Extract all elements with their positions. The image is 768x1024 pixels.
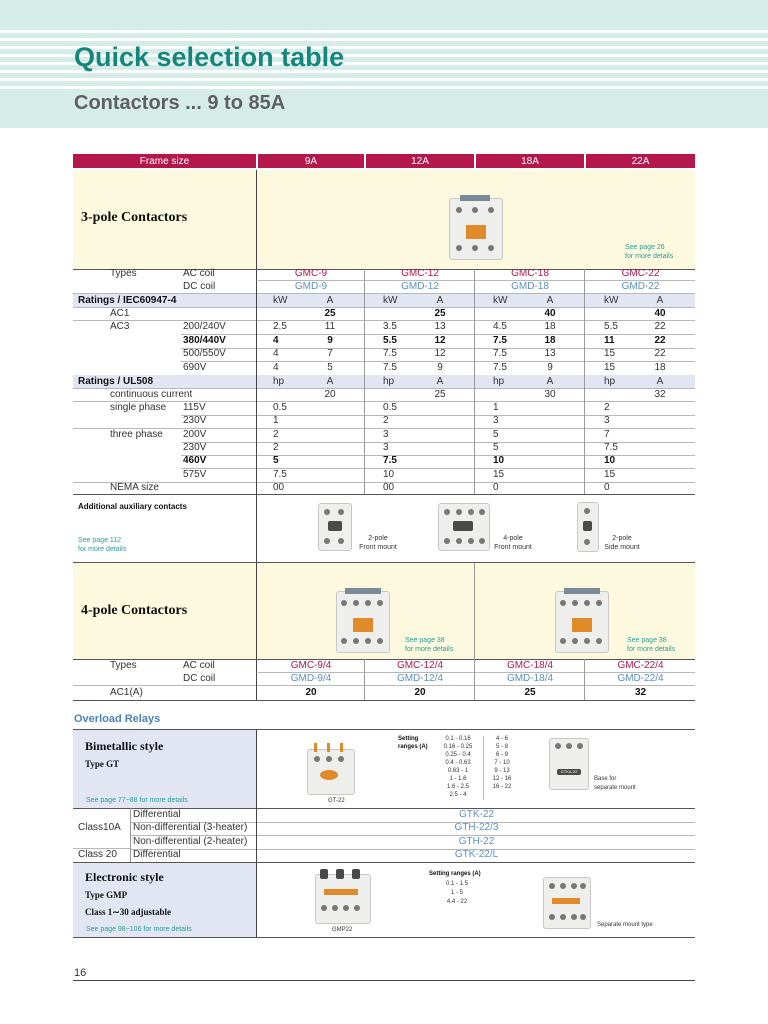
ac1-value: 25 [434, 308, 446, 319]
ac1-value: 40 [544, 308, 556, 319]
ac3-voltage: 200/240V [183, 321, 226, 332]
four-pole-ac-model-9: GMC-9/4 [290, 660, 332, 671]
class-desc: Non-differential (2-heater) [133, 835, 248, 847]
electronic-see-page: See page 98~106 for more details [86, 926, 192, 933]
ac-coil-label: AC coil [183, 268, 215, 279]
bimetallic-see-page: See page 77~88 for more details [86, 797, 188, 804]
ul-a-unit: A [326, 376, 334, 387]
dc-model-12: GMD-12 [401, 281, 439, 292]
hp-value: 0.5 [273, 402, 287, 413]
iec-kw-unit: kW [604, 295, 619, 306]
page-subtitle: Contactors ... 9 to 85A [74, 92, 286, 114]
ac3-kw-value: 7.5 [493, 348, 507, 359]
gt22-label: GT-22 [328, 798, 345, 804]
four-pole-ac-model-12: GMC-12/4 [396, 660, 444, 671]
four-pole-see-page-right-2: for more details [627, 646, 676, 653]
iec-kw-unit: kW [493, 295, 508, 306]
hp-value: 7.5 [273, 468, 287, 480]
continuous-value: 32 [654, 389, 666, 400]
page-number: 16 [74, 967, 87, 979]
class-model: GTK-22 [458, 809, 494, 820]
hp-value: 2 [383, 415, 389, 427]
hp-value: 2 [273, 428, 279, 440]
ac3-label: AC3 [110, 321, 130, 332]
ac3-kw-value: 5.5 [604, 321, 618, 332]
four-pole-types-label: Types [110, 660, 137, 671]
ac3-voltage: 380/440V [183, 334, 226, 346]
separate-mount-type-image [543, 877, 591, 929]
four-pole-dc-model-22: GMD-22/4 [617, 673, 664, 684]
hp-value: 10 [604, 455, 616, 467]
class-model: GTH-22 [458, 835, 495, 847]
hp-voltage: 200V [183, 428, 207, 440]
col-header-18a: 18A [476, 154, 584, 168]
setting-range: 1 - 1.6 [449, 776, 467, 782]
bimetallic-setting-label-2: ranges (A) [398, 744, 428, 750]
ac3-kw-value: 11 [604, 334, 615, 346]
hp-value: 15 [604, 468, 616, 480]
gmp22-relay-image [315, 874, 371, 924]
base-separate-mount-image [549, 738, 589, 790]
three-pole-contactor-image [449, 198, 503, 260]
ac3-kw-value: 3.5 [383, 321, 397, 332]
hp-value: 0.5 [383, 402, 397, 413]
ac3-a-value: 11 [324, 321, 336, 332]
hp-value: 7.5 [383, 455, 397, 467]
setting-range: 6 - 9 [495, 752, 508, 758]
four-pole-ac-model-22: GMC-22/4 [617, 660, 664, 671]
ac3-kw-value: 7.5 [493, 361, 507, 373]
col-header-12a: 12A [366, 154, 474, 168]
ac3-kw-value: 7.5 [383, 361, 397, 373]
hp-voltage: 115V [183, 402, 206, 413]
hp-value: 5 [273, 455, 279, 467]
four-pole-contactor-image-left [336, 591, 390, 653]
base-tag: GTKA-22 [557, 769, 581, 775]
ac3-kw-value: 15 [604, 348, 616, 359]
class-model: GTH-22/3 [454, 822, 499, 834]
bimetallic-type: Type GT [85, 759, 120, 769]
ac3-kw-value: 4 [273, 348, 279, 359]
class-label: Class10A [78, 822, 121, 834]
ac3-a-value: 9 [437, 361, 443, 373]
ac3-a-value: 18 [544, 334, 556, 346]
ac3-a-value: 18 [654, 361, 666, 373]
dc-model-9: GMD-9 [294, 281, 328, 292]
setting-range: 5 - 8 [495, 744, 508, 750]
ac3-a-value: 12 [434, 348, 446, 359]
three-pole-title: 3-pole Contactors [81, 210, 188, 225]
four-pole-dc-coil-label: DC coil [183, 673, 216, 684]
hp-value: 1 [273, 415, 279, 427]
hp-value: 2 [273, 441, 279, 453]
setting-range: 1.6 - 2.5 [446, 784, 469, 790]
aux-item-3-line2: Side mount [604, 544, 640, 551]
electronic-setting-label: Setting ranges (A) [429, 871, 481, 877]
continuous-value: 30 [544, 389, 556, 400]
three-phase-label: three phase [110, 429, 163, 440]
ac3-a-value: 22 [654, 334, 666, 346]
hp-value: 3 [383, 441, 389, 453]
ac3-kw-value: 7.5 [493, 334, 507, 346]
ac3-a-value: 7 [327, 348, 333, 359]
separate-mount-label: Separate mount type [597, 922, 653, 928]
four-pole-contactor-image-right [555, 591, 609, 653]
iec-a-unit: A [656, 295, 664, 306]
aux-item-2-line1: 4-pole [503, 535, 523, 542]
setting-range: 0.4 - 0.63 [445, 760, 471, 766]
ul-hp-unit: hp [273, 376, 285, 387]
electronic-class: Class 1∼30 adjustable [85, 907, 172, 917]
ac3-a-value: 9 [547, 361, 553, 373]
col-header-9a: 9A [258, 154, 364, 168]
overload-relays-heading: Overload Relays [74, 713, 161, 725]
ac1a-18: 25 [524, 687, 536, 698]
ul-hp-unit: hp [604, 376, 616, 387]
ac3-kw-value: 5.5 [383, 334, 397, 346]
ac3-a-value: 13 [544, 348, 556, 359]
setting-range: 7 - 10 [494, 760, 510, 766]
electronic-title: Electronic style [85, 870, 164, 884]
ac-model-12: GMC-12 [401, 268, 439, 279]
hp-voltage: 230V [183, 441, 207, 453]
hp-value: 10 [493, 455, 505, 467]
ac3-a-value: 12 [434, 334, 446, 346]
three-pole-see-page: See page 26 [625, 244, 665, 251]
dc-coil-label: DC coil [183, 281, 216, 292]
aux-item-1-line1: 2-pole [368, 535, 388, 542]
bimetallic-setting-label-1: Setting [398, 736, 419, 742]
ac3-kw-value: 4.5 [493, 321, 507, 332]
single-phase-label: single phase [110, 402, 167, 413]
ac3-kw-value: 15 [604, 361, 616, 373]
col-header-22a: 22A [586, 154, 695, 168]
ac1a-22: 32 [634, 687, 647, 698]
nema-size-label: NEMA size [110, 482, 159, 493]
hp-voltage: 460V [183, 455, 207, 467]
ac3-a-value: 22 [654, 321, 666, 332]
nema-value: 00 [273, 482, 285, 493]
setting-range: 0.1 - 1.5 [445, 881, 468, 887]
frame-size-header: Frame size [73, 154, 256, 168]
hp-value: 2 [604, 402, 610, 413]
hp-value: 10 [383, 468, 395, 480]
gt22-relay-image [307, 749, 355, 795]
hp-value: 7.5 [604, 441, 618, 453]
class-desc: Differential [133, 848, 181, 860]
base-label-1: Base for [594, 776, 617, 782]
page-title: Quick selection table [74, 42, 345, 72]
base-label-2: separate mount [594, 785, 636, 791]
aux-item-2-line2: Front mount [494, 544, 532, 551]
four-pole-dc-model-18: GMD-18/4 [506, 673, 554, 684]
class-label: Class 20 [78, 848, 117, 860]
ul-a-unit: A [546, 376, 554, 387]
hp-voltage: 230V [183, 415, 207, 427]
ac3-kw-value: 4 [273, 361, 279, 373]
three-pole-see-page-2: for more details [625, 253, 674, 260]
four-pole-title: 4-pole Contactors [81, 603, 188, 618]
ac3-kw-value: 7.5 [383, 348, 397, 359]
ul-hp-unit: hp [383, 376, 395, 387]
hp-value: 7 [604, 428, 610, 440]
setting-range: 4.4 - 22 [446, 899, 468, 905]
ac3-a-value: 13 [434, 321, 446, 332]
iec-kw-unit: kW [383, 295, 398, 306]
setting-range: 4 - 6 [495, 736, 508, 742]
continuous-value: 20 [324, 389, 336, 400]
ac3-kw-value: 4 [273, 334, 279, 346]
ac3-a-value: 5 [327, 361, 333, 373]
ac3-kw-value: 2.5 [273, 321, 287, 332]
aux-item-1-line2: Front mount [359, 544, 397, 551]
hp-value: 3 [493, 415, 499, 427]
four-pole-ac-coil-label: AC coil [183, 660, 215, 671]
dc-model-22: GMD-22 [621, 281, 660, 292]
aux-item-3-line1: 2-pole [612, 535, 632, 542]
iec-a-unit: A [436, 295, 444, 306]
nema-value: 0 [493, 482, 499, 493]
class-desc: Non-differential (3-heater) [133, 822, 248, 834]
iec-a-unit: A [546, 295, 554, 306]
ac1-value: 40 [654, 308, 666, 319]
ac3-voltage: 690V [183, 361, 207, 373]
iec-kw-unit: kW [273, 295, 288, 306]
ac3-voltage: 500/550V [183, 348, 226, 359]
ul-hp-unit: hp [493, 376, 505, 387]
aux-see-page: See page 112 [78, 537, 122, 544]
ac-model-22: GMC-22 [621, 268, 660, 279]
setting-range: 2.5 - 4 [449, 792, 467, 798]
four-pole-ac-model-18: GMC-18/4 [506, 660, 554, 671]
ac-model-9: GMC-9 [294, 268, 328, 279]
setting-range: 9 - 13 [494, 768, 510, 774]
continuous-current-label: continuous current [110, 389, 193, 400]
class-desc: Differential [133, 809, 181, 820]
four-pole-see-page-left-2: for more details [405, 646, 454, 653]
ul-a-unit: A [656, 376, 664, 387]
continuous-value: 25 [434, 389, 446, 400]
aux-see-page-2: for more details [78, 546, 127, 553]
aux-contacts-title: Additional auxiliary contacts [78, 502, 187, 511]
dc-model-18: GMD-18 [511, 281, 549, 292]
ac1a-12: 20 [414, 687, 426, 698]
hp-value: 3 [383, 428, 389, 440]
ac3-a-value: 9 [327, 334, 333, 346]
four-pole-dc-model-12: GMD-12/4 [396, 673, 444, 684]
four-pole-see-page-right: See page 38 [627, 637, 667, 644]
types-label: Types [110, 268, 137, 279]
setting-range: 16 - 22 [492, 784, 512, 790]
iec-a-unit: A [326, 295, 334, 306]
setting-range: 1 - 5 [450, 890, 463, 896]
ac-model-18: GMC-18 [511, 268, 549, 279]
class-model: GTK-22/L [454, 848, 499, 860]
bimetallic-title: Bimetallic style [85, 739, 164, 753]
iec-ratings-label: Ratings / IEC60947-4 [78, 295, 177, 306]
hp-value: 3 [604, 415, 610, 427]
hp-value: 15 [493, 468, 505, 480]
ul-ratings-label: Ratings / UL508 [78, 376, 154, 387]
aux-4pole-front-image [438, 503, 490, 551]
ul-a-unit: A [436, 376, 444, 387]
ac1a-9: 20 [305, 687, 317, 698]
ac3-a-value: 18 [544, 321, 556, 332]
ac1a-label: AC1(A) [110, 687, 143, 698]
hp-value: 5 [493, 441, 499, 453]
electronic-type: Type GMP [85, 890, 128, 900]
hp-voltage: 575V [183, 468, 207, 480]
setting-range: 0.1 - 0.16 [445, 736, 471, 742]
hp-value: 5 [493, 428, 499, 440]
setting-range: 12 - 16 [492, 776, 512, 782]
four-pole-dc-model-9: GMD-9/4 [290, 673, 332, 684]
setting-range: 0.16 - 0.25 [443, 744, 473, 750]
setting-range: 0.63 - 1 [447, 768, 469, 774]
aux-2pole-side-image [577, 502, 599, 552]
gmp22-label: GMP22 [332, 927, 353, 933]
ac1-value: 25 [324, 308, 336, 319]
aux-2pole-front-image [318, 503, 352, 551]
nema-value: 00 [383, 482, 395, 493]
ac3-a-value: 22 [654, 348, 666, 359]
setting-range: 0.25 - 0.4 [445, 752, 471, 758]
ac1-label: AC1 [110, 308, 130, 319]
hp-value: 1 [493, 402, 499, 413]
nema-value: 0 [604, 482, 610, 493]
four-pole-see-page-left: See page 38 [405, 637, 445, 644]
